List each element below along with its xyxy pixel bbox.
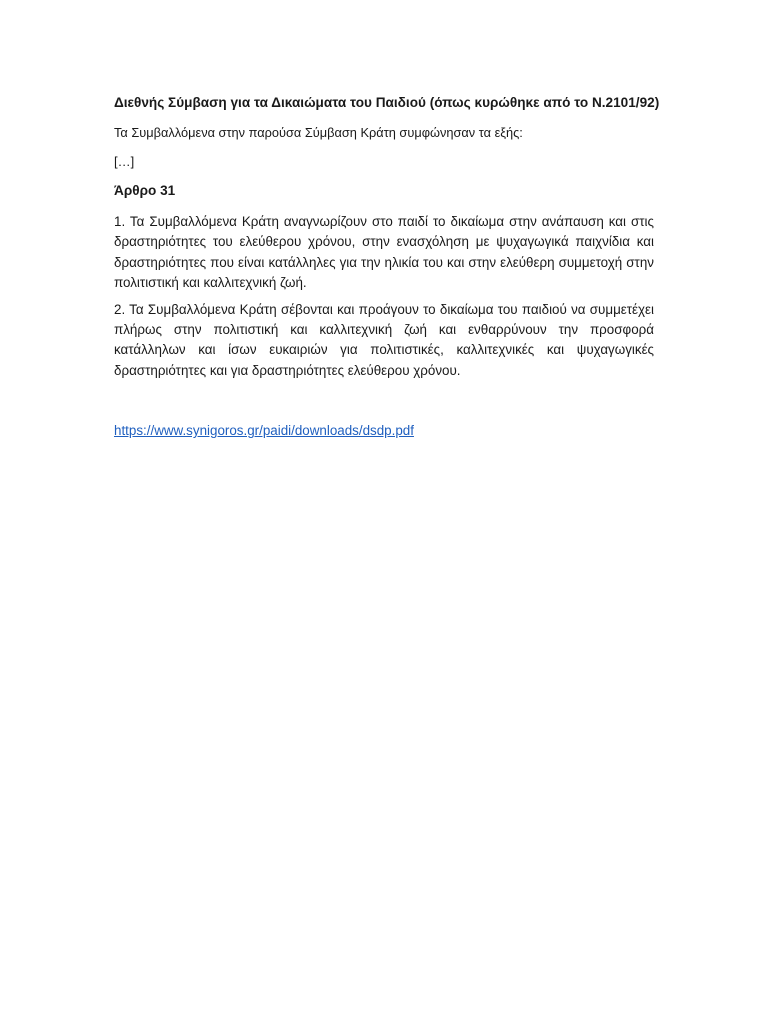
document-title: Διεθνής Σύμβαση για τα Δικαιώματα του Παιδιού (όπως κυρώθηκε από το Ν.2101/92) [114,95,660,110]
source-link[interactable]: https://www.synigoros.gr/paidi/downloads/dsdp.pdf [114,423,414,439]
omission-marker: […] [114,154,135,169]
intro-text: Τα Συμβαλλόμενα στην παρούσα Σύμβαση Κράτη συμφώνησαν τα εξής: [114,125,523,140]
article-paragraph-1: 1. Τα Συμβαλλόμενα Κράτη αναγνωρίζουν στο παιδί το δικαίωμα στην ανάπαυση και στις δραστηριότητες του ελεύθερου χρόνου, στην ενασχόληση με ψυχαγωγικά παιχνίδια και δραστηριότητες που είναι κατάλληλες για την ηλικία του και στην ελεύθερη συμμετοχή στην πολιτιστική και καλλιτεχνική ζωή. [114,214,654,291]
article-paragraph-2: 2. Τα Συμβαλλόμενα Κράτη σέβονται και προάγουν το δικαίωμα του παιδιού να συμμετέχει πλήρως στην πολιτιστική και καλλιτεχνική ζωή και ενθαρρύνουν την προσφορά κατάλληλων και ίσων ευκαιριών για πολιτιστικές, καλλιτεχνικές και ψυχαγωγικές δραστηριότητες και για δραστηριότητες ελεύθερου χρόνου. [114,301,654,378]
article-heading: Άρθρο 31 [114,183,176,198]
